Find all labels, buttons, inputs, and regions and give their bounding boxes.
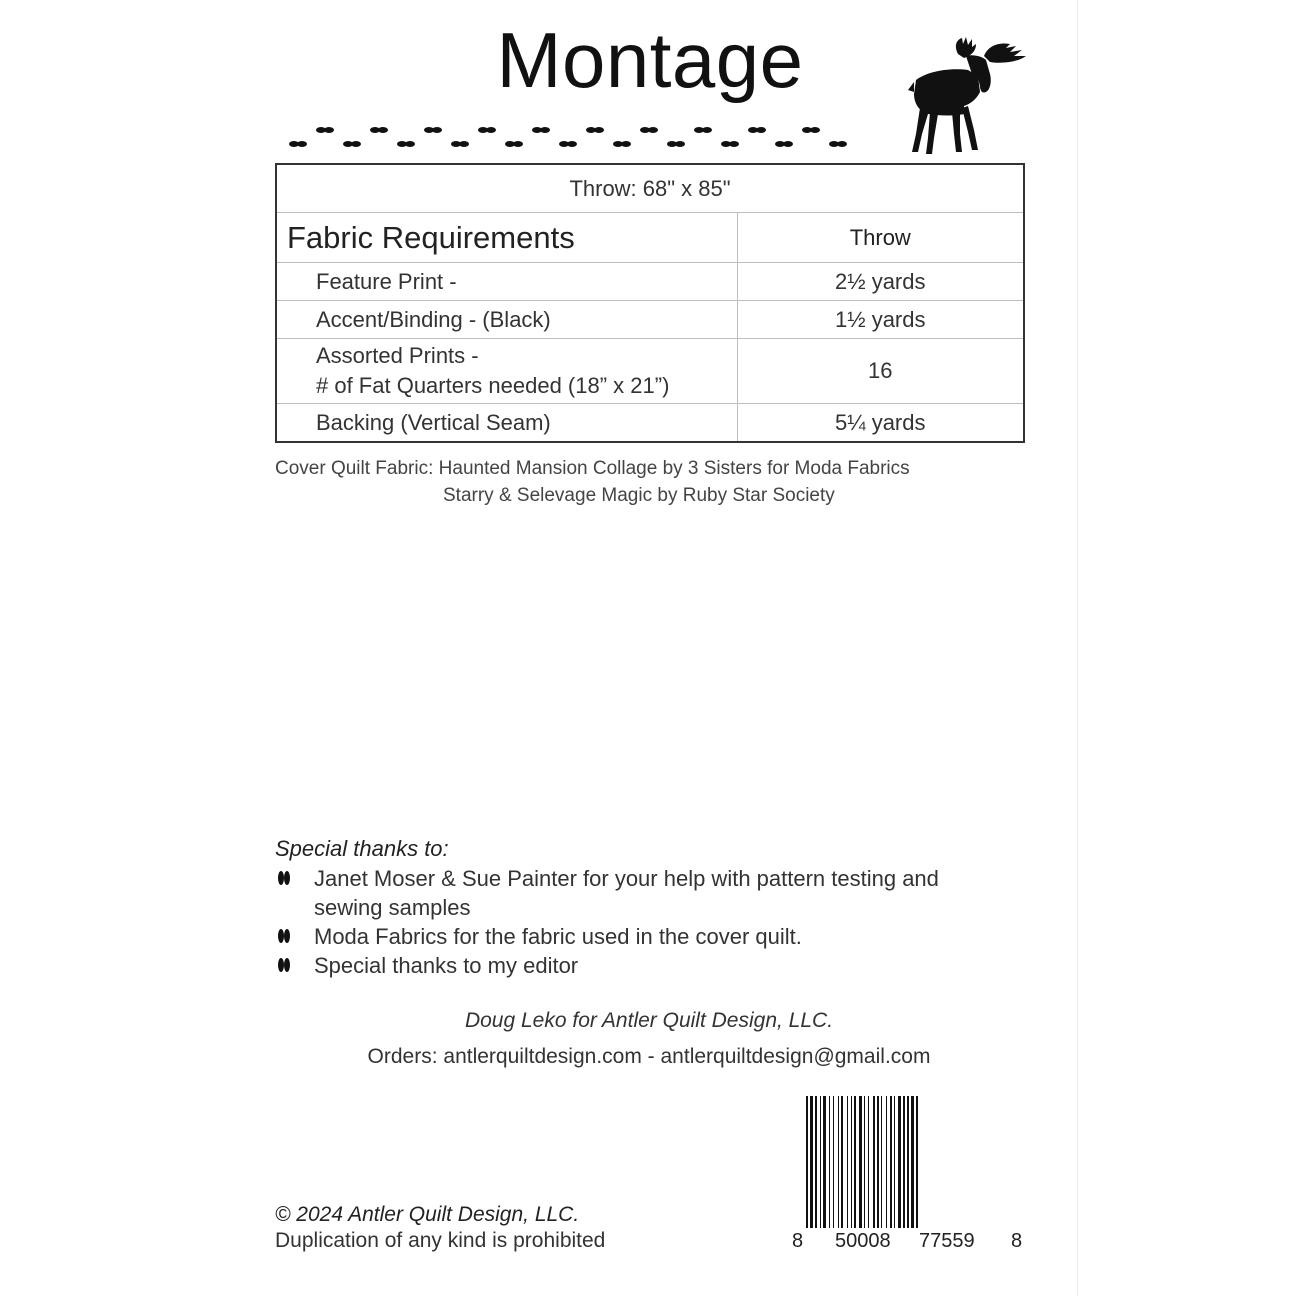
cover-fabric-line-1: Cover Quilt Fabric: Haunted Mansion Collage by 3 Sisters for Moda Fabrics (275, 458, 910, 479)
barcode-bar (877, 1096, 879, 1228)
barcode-bar (815, 1096, 817, 1228)
duplication-notice: Duplication of any kind is prohibited (275, 1229, 606, 1252)
hoof-tracks-icon (288, 124, 848, 154)
hoof-print-icon (277, 956, 291, 974)
fabric-requirements-table (275, 163, 1025, 443)
table-row (276, 339, 1024, 404)
size-heading-row (276, 164, 1024, 213)
row-label: Backing (Vertical Seam) (276, 404, 737, 443)
barcode-bar (894, 1096, 895, 1228)
cover-fabric-note (275, 455, 975, 509)
barcode-digits-2: 50008 (835, 1230, 891, 1252)
list-item (275, 951, 975, 980)
author-credit: Doug Leko for Antler Quilt Design, LLC. (464, 1009, 834, 1032)
barcode-digit-1: 8 (792, 1230, 804, 1252)
barcode-digits-3: 77559 (919, 1230, 975, 1252)
table-header-row (276, 213, 1024, 263)
row-label-multiline (276, 339, 737, 404)
size-heading: Throw: 68" x 85" (276, 164, 1024, 213)
row-value: 16 (737, 339, 1024, 404)
barcode-bar (829, 1096, 830, 1228)
moose-silhouette-icon (906, 34, 1032, 156)
barcode-bar (903, 1096, 905, 1228)
barcode-bar (810, 1096, 813, 1228)
row-value: 1½ yards (737, 301, 1024, 339)
row-label: Accent/Binding - (Black) (276, 301, 737, 339)
barcode-bar (823, 1096, 826, 1228)
cover-fabric-line-2: Starry & Selevage Magic by Ruby Star Society (443, 485, 835, 506)
barcode-bar (881, 1096, 882, 1228)
row-value: 5¼ yards (737, 404, 1024, 443)
barcode-bar (907, 1096, 909, 1228)
barcode-bar (868, 1096, 869, 1228)
barcode-bar (873, 1096, 875, 1228)
barcode-bar (898, 1096, 901, 1228)
barcode-bar (854, 1096, 856, 1228)
copyright: © 2024 Antler Quilt Design, LLC. (275, 1203, 580, 1226)
fabric-requirements-header: Fabric Requirements (276, 213, 737, 263)
barcode-bar (916, 1096, 918, 1228)
row-value: 2½ yards (737, 263, 1024, 301)
barcode-bar (859, 1096, 862, 1228)
barcode-bar (864, 1096, 865, 1228)
thanks-text: Janet Moser & Sue Painter for your help with pattern testing and sewing samples (314, 866, 939, 920)
row-label: Assorted Prints - (316, 343, 479, 368)
hoof-print-icon (277, 869, 291, 887)
barcode-digit-4: 8 (1011, 1230, 1023, 1252)
barcode-bar (890, 1096, 892, 1228)
barcode-bar (841, 1096, 843, 1228)
row-label: Feature Print - (276, 263, 737, 301)
thanks-title: Special thanks to: (275, 836, 449, 861)
pattern-title: Montage (496, 16, 804, 104)
orders-contact: Orders: antlerquiltdesign.com - antlerquiltdesign@gmail.com (367, 1045, 931, 1068)
thanks-text: Special thanks to my editor (314, 953, 579, 978)
barcode-bar (838, 1096, 839, 1228)
throw-column-header: Throw (737, 213, 1024, 263)
barcode-bar (847, 1096, 848, 1228)
barcode-bar (833, 1096, 834, 1228)
list-item (275, 864, 975, 922)
thanks-list (275, 864, 975, 980)
row-label-detail: # of Fat Quarters needed (18” x 21”) (316, 373, 670, 398)
table-row (276, 263, 1024, 301)
barcode-bar (820, 1096, 821, 1228)
barcode-bar (911, 1096, 914, 1228)
hoof-print-icon (277, 927, 291, 945)
table-row (276, 404, 1024, 443)
barcode-image (806, 1096, 1008, 1228)
barcode-bar (851, 1096, 852, 1228)
thanks-text: Moda Fabrics for the fabric used in the cover quilt. (314, 924, 802, 949)
page-edge-line (1077, 0, 1078, 1296)
table-row (276, 301, 1024, 339)
barcode-bar (886, 1096, 887, 1228)
list-item (275, 922, 975, 951)
barcode-bar (806, 1096, 808, 1228)
